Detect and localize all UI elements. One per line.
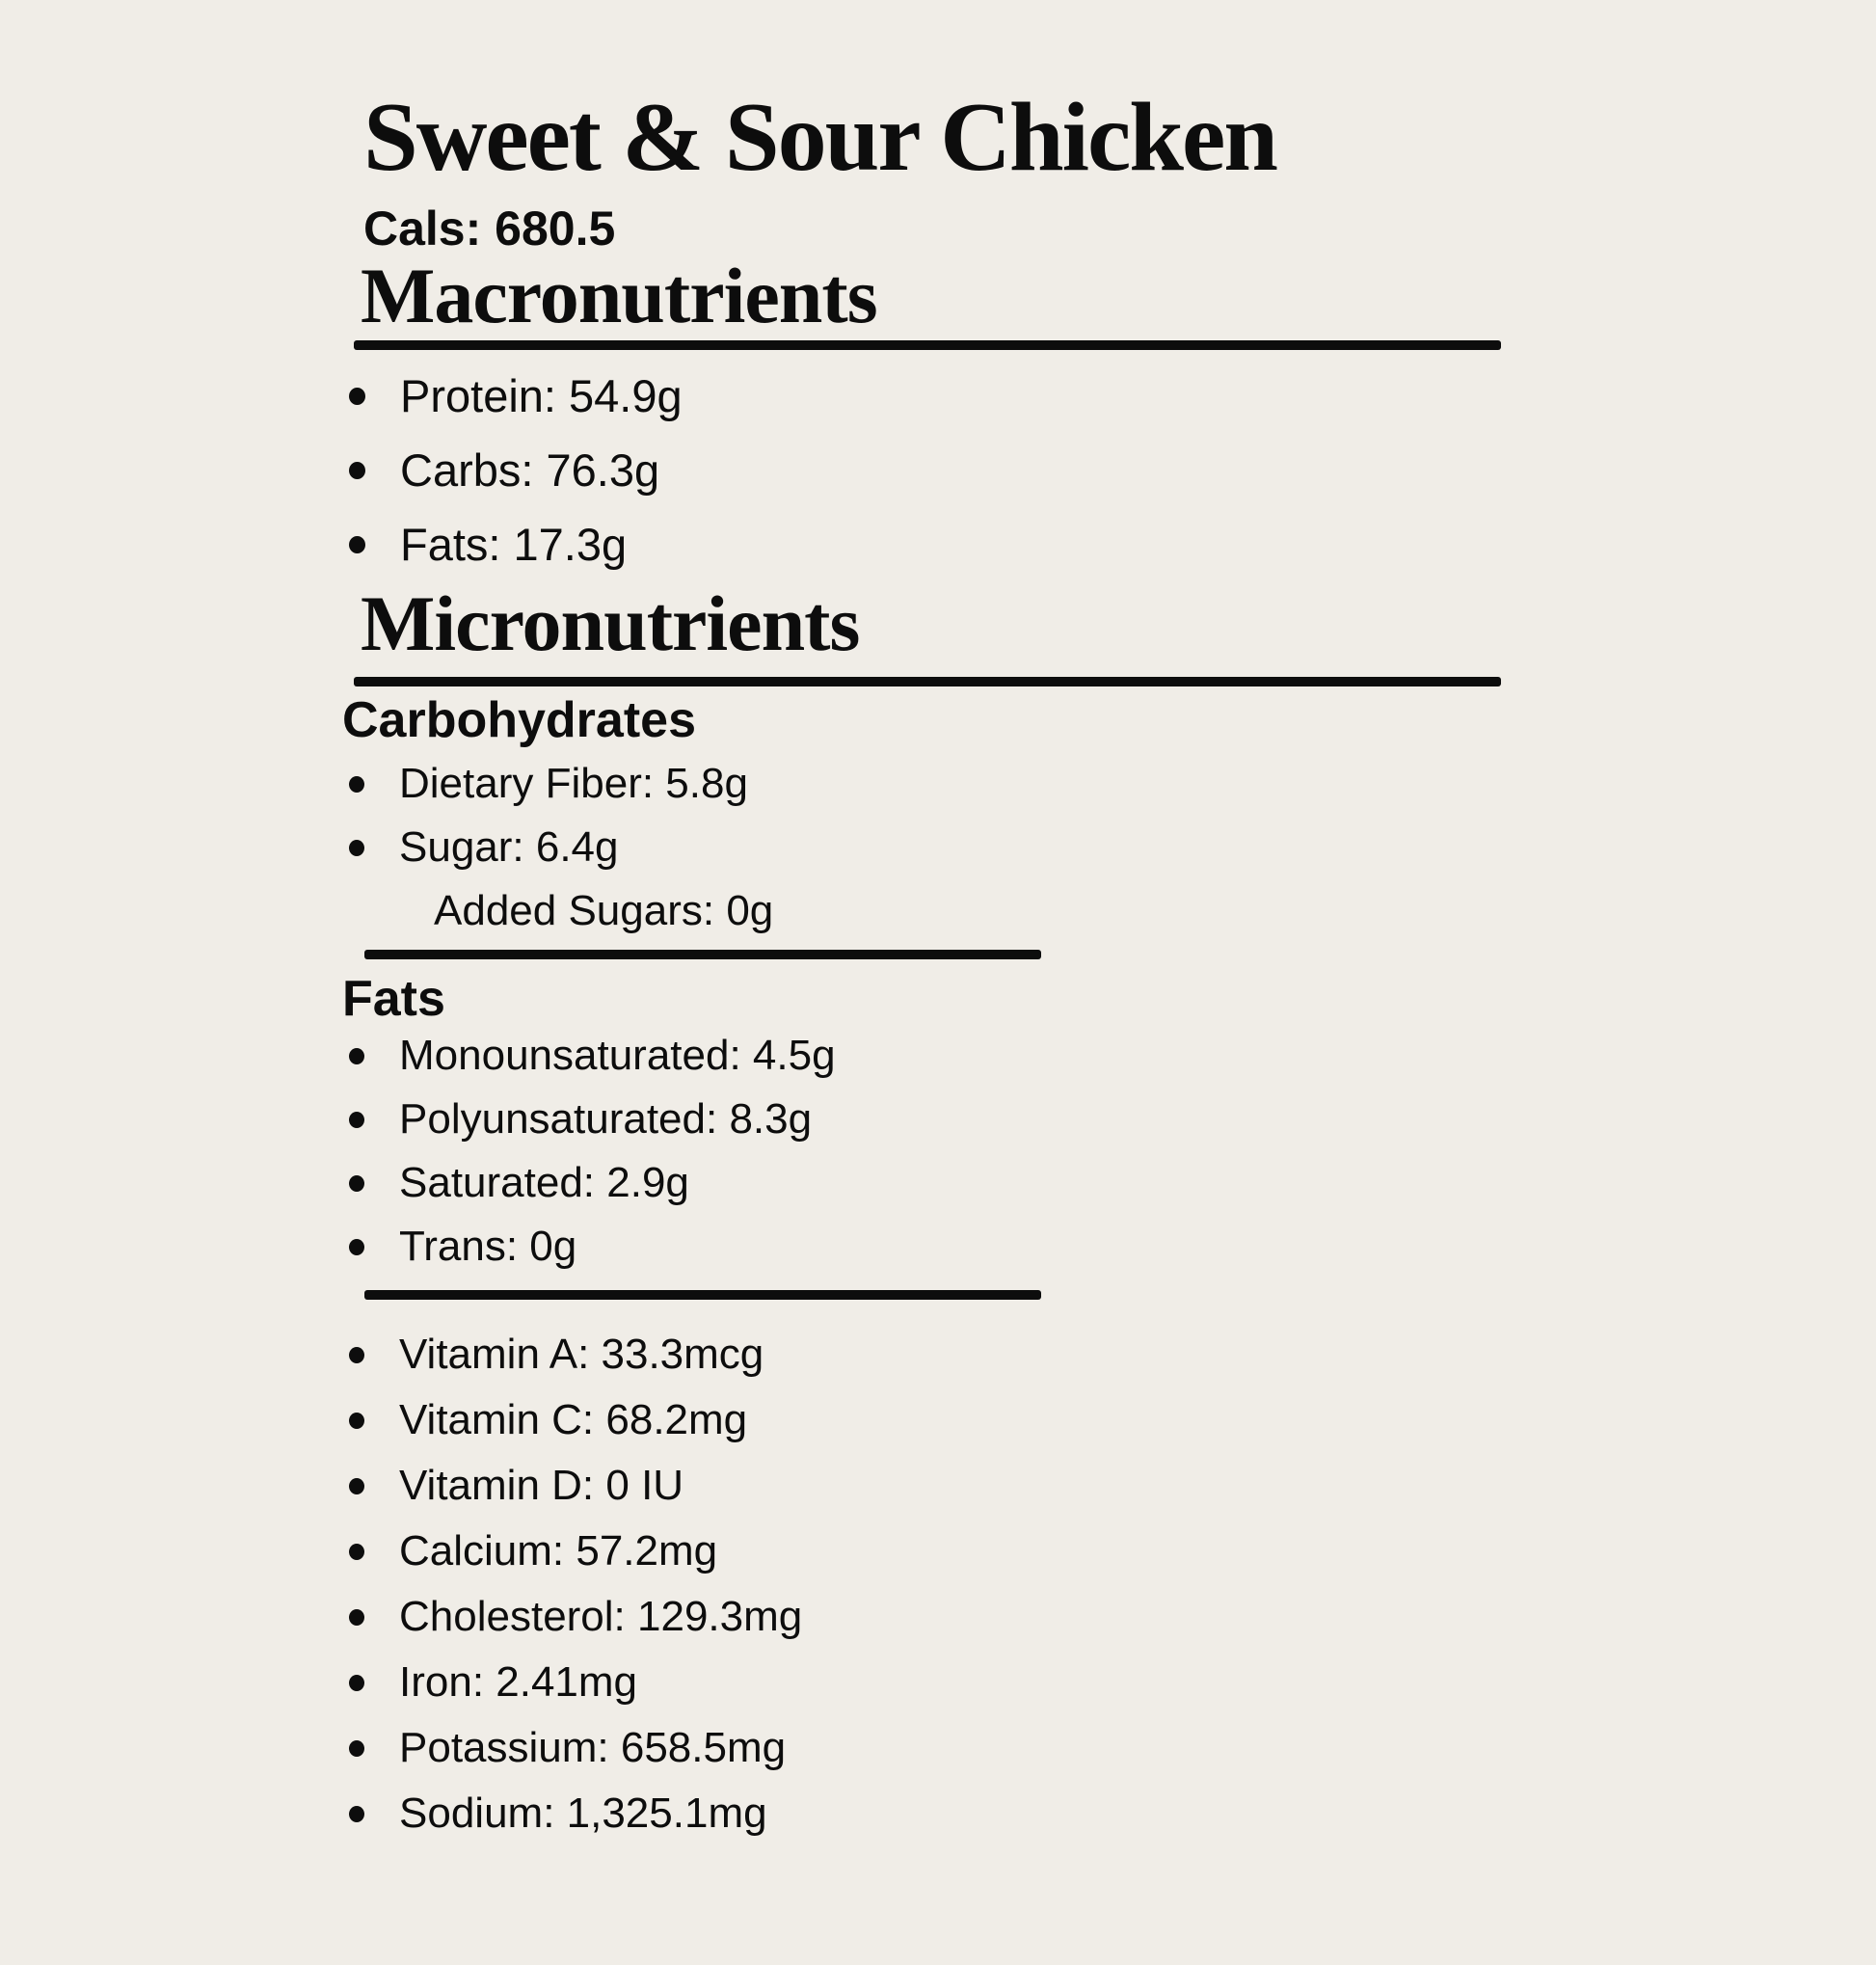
bullet-icon xyxy=(349,776,364,793)
list-item xyxy=(349,1781,1876,1846)
list-item xyxy=(349,1024,1876,1088)
micronutrients-divider xyxy=(354,677,1501,686)
list-item-text: Fats: 17.3g xyxy=(400,519,628,570)
list-item xyxy=(349,752,1876,816)
macronutrients-list xyxy=(349,359,1876,581)
list-item xyxy=(349,1453,1876,1519)
nutrition-sheet xyxy=(0,83,1876,1965)
bullet-icon xyxy=(349,1048,364,1064)
list-item-text: Cholesterol: 129.3mg xyxy=(399,1593,803,1640)
list-item xyxy=(349,507,1876,581)
macronutrients-heading: Macronutrients xyxy=(361,252,877,339)
list-item xyxy=(349,433,1876,507)
page-title: Sweet & Sour Chicken xyxy=(363,83,1276,192)
list-item-text: Calcium: 57.2mg xyxy=(399,1527,718,1575)
bullet-icon xyxy=(349,462,365,479)
carbohydrates-subheading: Carbohydrates xyxy=(342,692,696,748)
list-item xyxy=(349,1322,1876,1387)
bullet-icon xyxy=(349,388,365,405)
bullet-icon xyxy=(349,1239,364,1255)
bullet-icon xyxy=(349,1740,364,1757)
list-item-text: Iron: 2.41mg xyxy=(399,1658,638,1706)
macronutrients-divider xyxy=(354,340,1501,350)
list-item-text: Trans: 0g xyxy=(399,1223,577,1270)
list-item-text: Polyunsaturated: 8.3g xyxy=(399,1095,813,1143)
bullet-icon xyxy=(349,1413,364,1429)
bullet-icon xyxy=(349,1544,364,1560)
bullet-icon xyxy=(349,1806,364,1822)
fats-subheading: Fats xyxy=(342,971,445,1027)
list-item-text: Potassium: 658.5mg xyxy=(399,1724,787,1771)
list-item-text: Vitamin C: 68.2mg xyxy=(399,1396,748,1443)
list-item-text: Dietary Fiber: 5.8g xyxy=(399,760,748,807)
list-item xyxy=(349,1151,1876,1215)
micronutrients-heading: Micronutrients xyxy=(361,579,860,667)
list-item xyxy=(349,1387,1876,1453)
bullet-icon xyxy=(349,536,365,553)
bullet-icon xyxy=(349,840,364,856)
list-item-text: Vitamin A: 33.3mcg xyxy=(399,1331,764,1378)
list-item-text: Saturated: 2.9g xyxy=(399,1159,689,1206)
list-item xyxy=(349,1584,1876,1650)
list-item xyxy=(349,1519,1876,1584)
list-item-text: Monounsaturated: 4.5g xyxy=(399,1032,836,1079)
fats-divider xyxy=(364,1290,1041,1300)
list-item-text: Carbs: 76.3g xyxy=(400,444,660,496)
list-item xyxy=(349,1715,1876,1781)
calories-line: Cals: 680.5 xyxy=(363,202,616,256)
bullet-icon xyxy=(349,1675,364,1691)
list-item xyxy=(349,1650,1876,1715)
fats-list xyxy=(349,1024,1876,1279)
bullet-icon xyxy=(349,1347,364,1363)
bullet-icon xyxy=(349,1112,364,1128)
list-item xyxy=(349,1215,1876,1279)
list-item xyxy=(349,359,1876,433)
list-item-text: Sodium: 1,325.1mg xyxy=(399,1790,767,1837)
list-item xyxy=(349,1088,1876,1151)
list-item-text: Sugar: 6.4g xyxy=(399,823,619,871)
carbohydrates-list xyxy=(349,752,1876,879)
list-item-text: Protein: 54.9g xyxy=(400,370,683,421)
added-sugars-line: Added Sugars: 0g xyxy=(434,887,774,934)
vitamins-minerals-list xyxy=(349,1322,1876,1846)
carbohydrates-divider xyxy=(364,950,1041,959)
list-item-text: Vitamin D: 0 IU xyxy=(399,1462,684,1509)
bullet-icon xyxy=(349,1478,364,1494)
bullet-icon xyxy=(349,1609,364,1626)
bullet-icon xyxy=(349,1175,364,1192)
list-item xyxy=(349,816,1876,879)
